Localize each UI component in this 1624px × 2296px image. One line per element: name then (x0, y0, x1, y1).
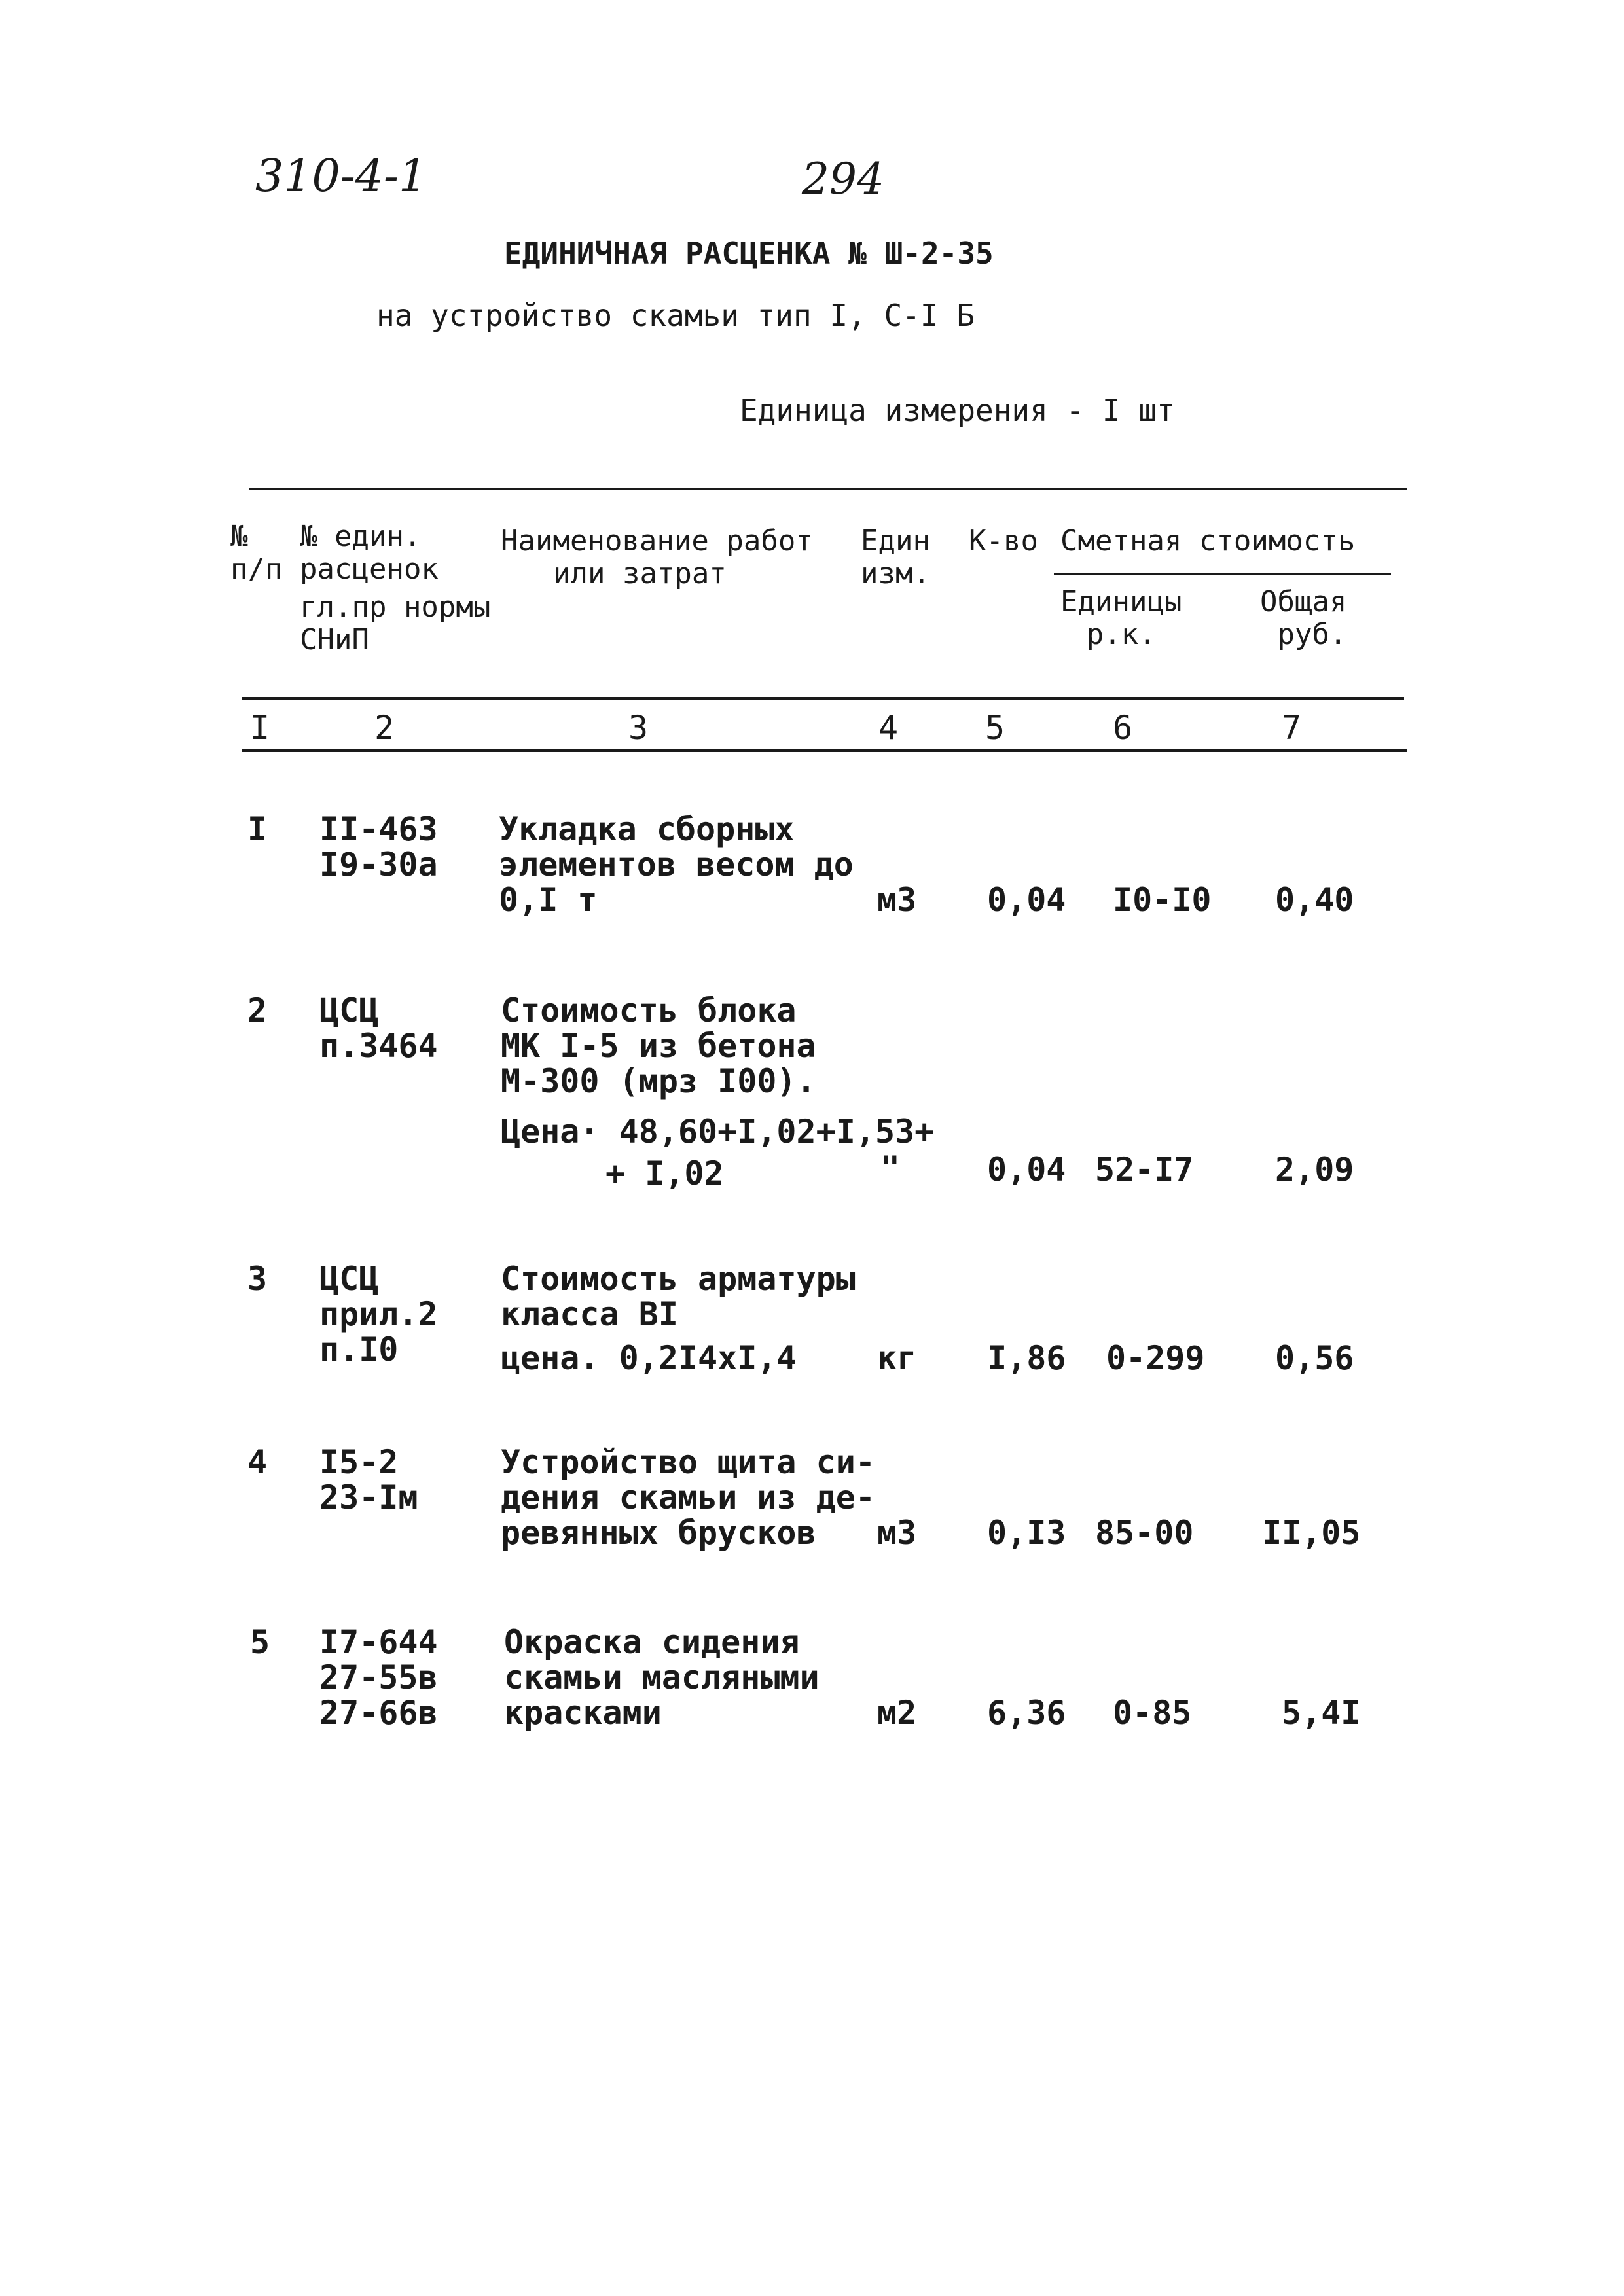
header-col4: Един изм. (861, 524, 930, 590)
row-name: Укладка сборных элементов весом до 0,I т (499, 810, 854, 919)
document-code: 310-4-1 (255, 151, 427, 202)
header-col1: № п/п (230, 520, 283, 586)
column-number: 3 (628, 709, 649, 747)
row-number: 3 (247, 1260, 268, 1298)
document-title: ЕДИНИЧНАЯ РАСЦЕНКА № Ш-2-35 (504, 236, 994, 271)
column-number: I (250, 709, 270, 747)
header-col2: № един. расценок гл.пр нормы СНиП (300, 520, 491, 656)
row-unit: м3 (877, 881, 917, 919)
row-codes: II-463 I9-30а (319, 810, 438, 884)
row-total: 0,40 (1275, 881, 1354, 919)
column-number: 6 (1113, 709, 1133, 747)
row-unit-price: 0-299 (1106, 1339, 1205, 1377)
row-number: 5 (250, 1623, 270, 1661)
row-name: Стоимость арматуры класса ВI (501, 1260, 856, 1333)
row-codes: ЦСЦ п.3464 (319, 992, 438, 1065)
row-name: Устройство щита си- дения скамьи из де- ревянных брусков (501, 1443, 875, 1552)
row-unit: м3 (877, 1514, 917, 1552)
row-unit-price: I0-I0 (1113, 881, 1212, 919)
row-codes: I5-2 23-Iм (319, 1443, 418, 1516)
row-number: 2 (247, 992, 268, 1030)
unit-of-measure: Единица измерения - I шт (740, 393, 1175, 428)
column-number: 4 (878, 709, 899, 747)
row-unit: кг (877, 1339, 917, 1377)
page-number: 294 (802, 154, 884, 204)
header-col7: Общая руб. (1260, 585, 1347, 651)
column-number: 7 (1282, 709, 1302, 747)
row-unit: " (880, 1149, 901, 1187)
row-number: I (247, 810, 268, 848)
header-cost-group: Сметная стоимость (1060, 524, 1356, 558)
row-total: 0,56 (1275, 1339, 1354, 1377)
row-price-formula: цена. 0,2I4xI,4 (501, 1339, 797, 1377)
row-name: Окраска сидения скамьи масляными красками (504, 1623, 820, 1732)
row-quantity: 0,04 (987, 881, 1066, 919)
row-quantity: 0,04 (987, 1151, 1066, 1189)
row-unit-price: 52-I7 (1095, 1151, 1194, 1189)
column-numbers-rule (242, 749, 1407, 752)
row-unit-price: 0-85 (1113, 1694, 1192, 1732)
row-codes: I7-644 27-55в 27-66в (319, 1623, 438, 1732)
cost-group-rule (1054, 573, 1391, 575)
row-quantity: 0,I3 (987, 1514, 1066, 1552)
header-col5: К-во (969, 524, 1038, 558)
row-name: Стоимость блока МК I-5 из бетона М-300 (мрз I00). (501, 992, 816, 1100)
column-number: 2 (374, 709, 395, 747)
header-col6: Единицы р.к. (1060, 585, 1182, 651)
row-unit: м2 (877, 1694, 917, 1732)
row-number: 4 (247, 1443, 268, 1481)
header-bottom-rule (242, 697, 1404, 700)
column-number: 5 (985, 709, 1005, 747)
row-total: 5,4I (1282, 1694, 1361, 1732)
row-quantity: I,86 (987, 1339, 1066, 1377)
row-codes: ЦСЦ прил.2 п.I0 (319, 1260, 438, 1369)
table-top-rule (249, 488, 1407, 490)
row-total: II,05 (1262, 1514, 1361, 1552)
row-total: 2,09 (1275, 1151, 1354, 1189)
document-subtitle: на устройство скамьи тип I, С-I Б (376, 298, 975, 333)
header-col3: Наименование работ или затрат (501, 524, 813, 590)
row-price-formula: Цена· 48,60+I,02+I,53+ + I,02 (501, 1113, 935, 1193)
row-unit-price: 85-00 (1095, 1514, 1194, 1552)
row-quantity: 6,36 (987, 1694, 1066, 1732)
